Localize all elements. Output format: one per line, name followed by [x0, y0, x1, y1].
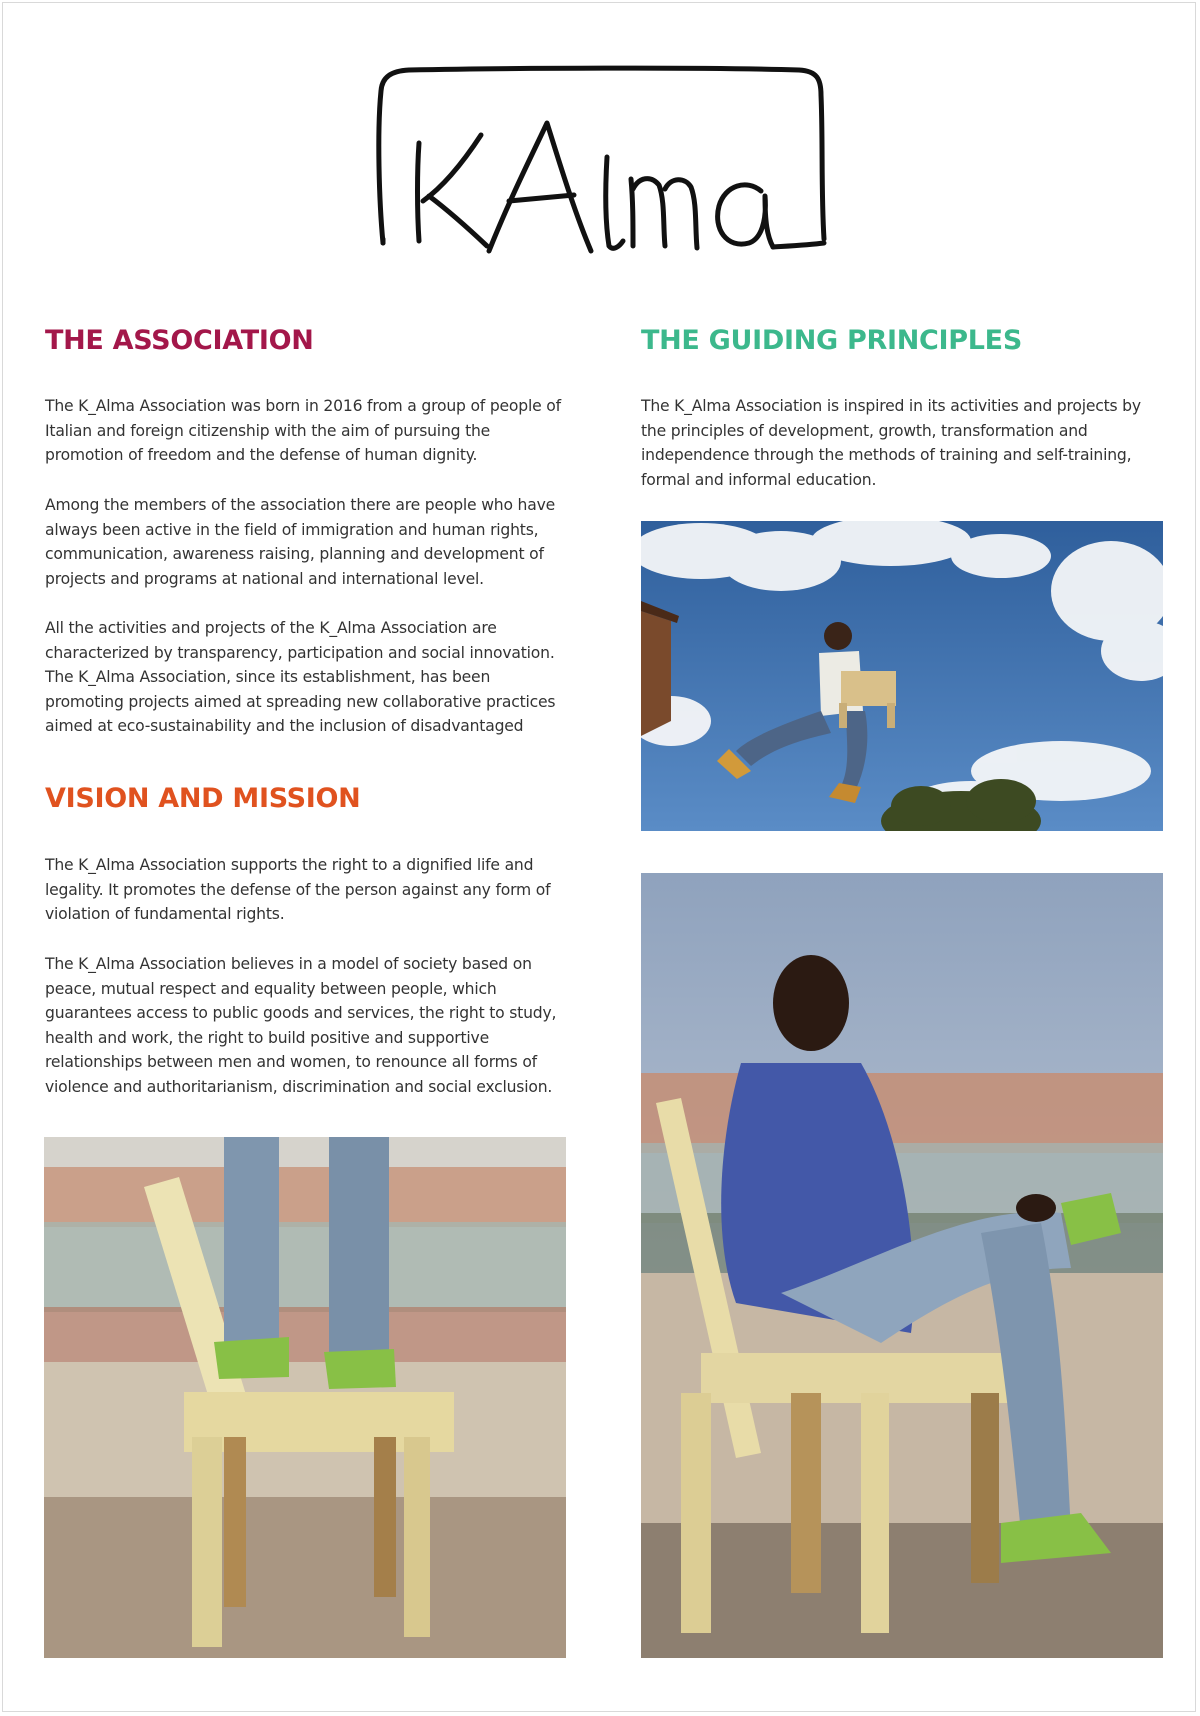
vision-paragraph-2: The K_Alma Association believes in a model of society based on peace, mutual respect and equality between people, which guarantees access to public goods and services, the right to study, health and work, the right to build positive and supportive relationships between men and women, to renounce all forms of violence and authoritarianism, discrimination and social exclusion.	[45, 955, 557, 1096]
association-paragraph-3: All the activities and projects of the K_Alma Association are characterized by transparency, participation and social innovation. The K_Alma Association, since its establishment, has been promoting projects aimed at spreading new collaborative practices aimed at eco-sustainability and the inclusion of disadvantaged	[45, 619, 556, 736]
kalma-logo	[369, 61, 839, 271]
association-title: THE ASSOCIATION	[45, 325, 314, 356]
vision-mission-title: VISION AND MISSION	[45, 783, 361, 814]
page	[2, 2, 1196, 1712]
guiding-principles-title: THE GUIDING PRINCIPLES	[641, 325, 1022, 356]
sitting-man-photo	[641, 873, 1163, 1658]
jumping-man-photo	[641, 521, 1163, 831]
guiding-principles-paragraph: The K_Alma Association is inspired in its activities and projects by the principles of development, growth, transformation and independence through the methods of training and self-training, formal and informal education.	[641, 397, 1141, 489]
association-paragraph-1: The K_Alma Association was born in 2016 from a group of people of Italian and foreign citizenship with the aim of pursuing the promotion of freedom and the defense of human dignity.	[45, 397, 561, 465]
association-paragraph-2: Among the members of the association there are people who have always been active in the field of immigration and human rights, communication, awareness raising, planning and development of projects and programs at national and international level.	[45, 496, 556, 588]
vision-paragraph-1: The K_Alma Association supports the right to a dignified life and legality. It promotes the defense of the person against any form of violation of fundamental rights.	[45, 856, 551, 924]
standing-on-chair-photo	[44, 1137, 566, 1658]
